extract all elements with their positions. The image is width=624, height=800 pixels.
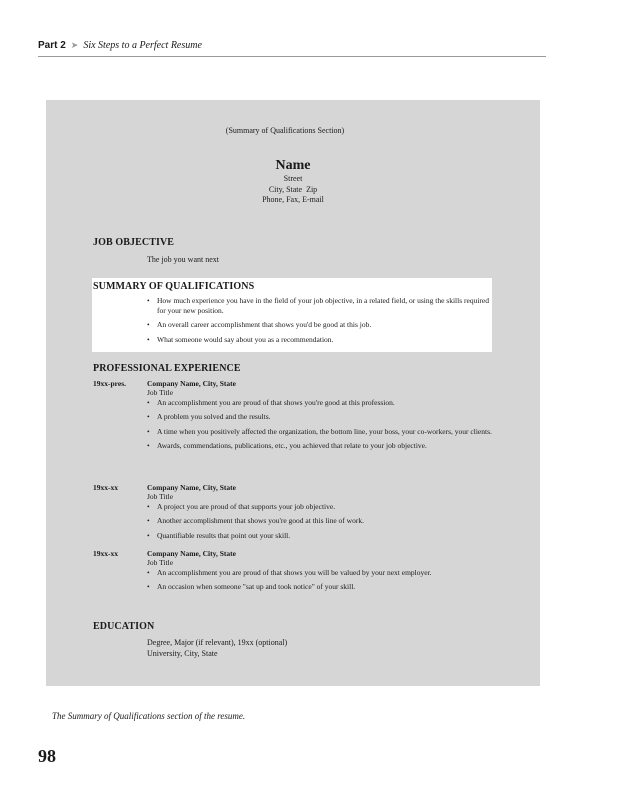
job-bullets xyxy=(147,398,493,451)
figure-caption: The Summary of Qualifications section of the resume. xyxy=(52,711,246,721)
job-bullet: • A project you are proud of that supports your job objective. xyxy=(147,502,493,512)
summary-heading: SUMMARY OF QUALIFICATIONS xyxy=(93,281,255,292)
education-heading: EDUCATION xyxy=(93,621,155,632)
summary-bullet: • How much experience you have in the field of your job objective, in a related field, or using the skills required for your new position. xyxy=(147,296,492,315)
job-bullet: • A problem you solved and the results. xyxy=(147,412,493,422)
objective-text: The job you want next xyxy=(147,255,219,264)
page-number: 98 xyxy=(38,746,56,766)
job-bullet: • Another accomplishment that shows you're good at this line of work. xyxy=(147,516,493,526)
job-dates: 19xx-pres. xyxy=(93,379,126,388)
job-dates: 19xx-xx xyxy=(93,549,118,558)
objective-heading: JOB OBJECTIVE xyxy=(93,237,175,248)
job-title: Job Title xyxy=(147,492,174,501)
summary-bullet: • What someone would say about you as a recommendation. xyxy=(147,335,492,345)
job-bullets xyxy=(147,568,493,592)
resume-name: Name xyxy=(275,158,311,173)
education-degree: Degree, Major (if relevant), 19xx (optional) xyxy=(147,638,288,647)
job-company: Company Name, City, State xyxy=(147,549,236,558)
city-line: City, State Zip xyxy=(268,184,318,194)
phone-line: Phone, Fax, E-mail xyxy=(262,195,324,204)
experience-heading: PROFESSIONAL EXPERIENCE xyxy=(93,363,241,374)
resume-figure xyxy=(46,100,540,686)
section-note: (Summary of Qualifications Section) xyxy=(225,126,345,135)
contact-block xyxy=(46,158,540,206)
job-bullets xyxy=(147,502,493,541)
job-entry-2 xyxy=(93,483,493,545)
job-dates: 19xx-xx xyxy=(93,483,118,492)
job-bullet: • Awards, commendations, publications, etc., you achieved that relate to your job objective. xyxy=(147,441,493,451)
job-bullet: • An occasion when someone "sat up and took notice" of your skill. xyxy=(147,582,493,592)
header-rule xyxy=(38,56,546,57)
street-line: Street xyxy=(283,174,303,183)
job-bullet: • A time when you positively affected the organization, the bottom line, your boss, your co-workers, your clients. xyxy=(147,427,493,437)
job-company: Company Name, City, State xyxy=(147,379,236,388)
job-bullet: • Quantifiable results that point out your skill. xyxy=(147,531,493,541)
job-entry-3 xyxy=(93,549,493,597)
summary-list xyxy=(147,296,492,349)
arrow-icon: ➤ xyxy=(70,40,79,50)
job-company: Company Name, City, State xyxy=(147,483,236,492)
summary-bullet: • An overall career accomplishment that shows you'd be good at this job. xyxy=(147,320,492,330)
job-entry-1 xyxy=(93,379,493,456)
job-bullet: • An accomplishment you are proud of that shows you're good at this profession. xyxy=(147,398,493,408)
job-bullet: • An accomplishment you are proud of that shows you will be valued by your next employer. xyxy=(147,568,493,578)
education-block xyxy=(147,638,287,659)
education-school: University, City, State xyxy=(147,648,218,658)
summary-highlight xyxy=(92,278,492,352)
job-title: Job Title xyxy=(147,558,174,567)
part-label: Part 2 xyxy=(38,40,66,51)
chapter-title: Six Steps to a Perfect Resume xyxy=(83,40,202,51)
job-title: Job Title xyxy=(147,388,174,397)
